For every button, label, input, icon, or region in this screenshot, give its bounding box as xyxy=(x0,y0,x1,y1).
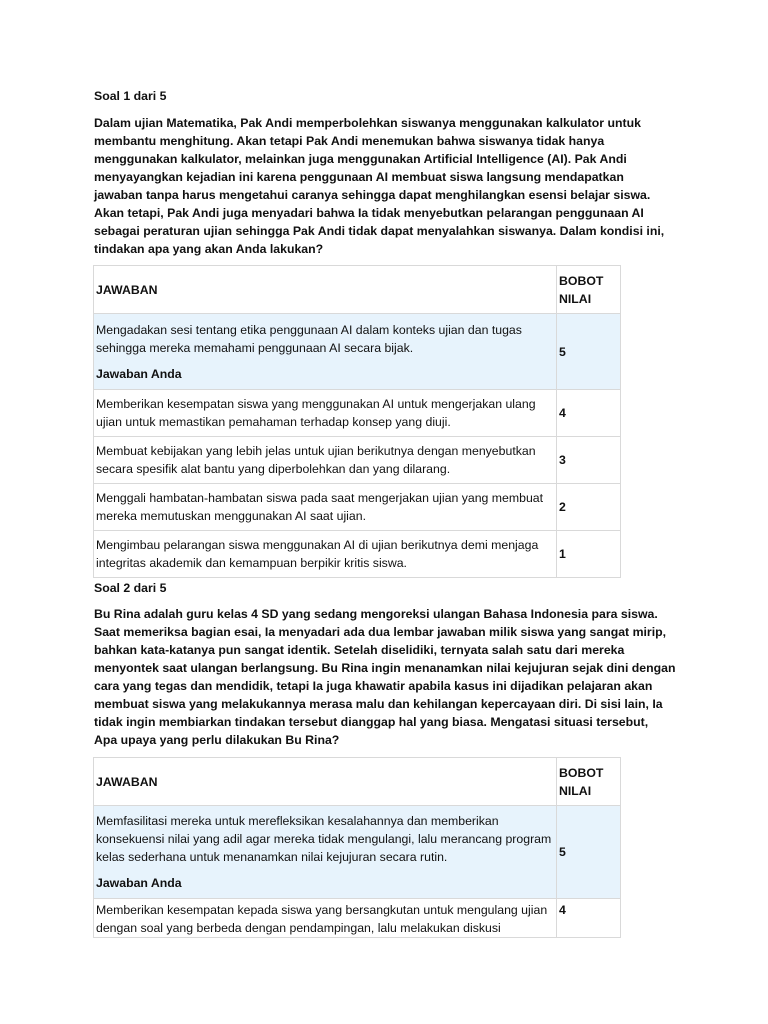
answer-row[interactable] xyxy=(94,390,621,437)
answer-row[interactable] xyxy=(94,437,621,484)
answer-row-selected[interactable] xyxy=(94,314,621,390)
answer-row[interactable] xyxy=(94,484,621,531)
answer-table-2 xyxy=(93,757,621,938)
col-header-weight: BOBOT NILAI xyxy=(557,758,621,806)
answer-table-1 xyxy=(93,265,621,578)
answer-score: 5 xyxy=(557,314,621,390)
answer-score: 1 xyxy=(557,531,621,578)
question-1-text: Dalam ujian Matematika, Pak Andi memperbolehkan siswanya menggunakan kalkulator untuk membantu menghitung. Akan tetapi Pak Andi menemukan bahwa siswanya tidak hanya menggunakan kalkulator, melainkan juga menggunakan Artificial Intelligence (AI). Pak Andi menyayangkan kejadian ini karena penggunaan AI membuat siswa langsung mendapatkan jawaban tanpa harus mengetahui caranya sehingga dapat menghilangkan esensi belajar siswa. Akan tetapi, Pak Andi juga menyadari bahwa Ia tidak menyebutkan pelarangan penggunaan AI sebagai peraturan ujian sehingga Pak Andi tidak dapat menyalahkan siswanya. Dalam kondisi ini, tindakan apa yang akan Anda lakukan? xyxy=(94,116,665,256)
answer-score: 2 xyxy=(557,484,621,531)
answer-cell[interactable] xyxy=(94,390,557,437)
answer-cell[interactable] xyxy=(94,531,557,578)
answer-text: Menggali hambatan-hambatan siswa pada saat mengerjakan ujian yang membuat mereka memutuskan menggunakan AI saat ujian. xyxy=(96,491,544,523)
answer-score: 5 xyxy=(557,806,621,899)
your-answer-label: Jawaban Anda xyxy=(96,366,182,381)
answer-text: Memberikan kesempatan siswa yang menggunakan AI untuk mengerjakan ulang ujian untuk memastikan pemahaman terhadap konsep yang diuji. xyxy=(96,397,536,429)
your-answer-label: Jawaban Anda xyxy=(96,876,182,890)
answer-cell[interactable] xyxy=(94,314,557,390)
answer-score: 3 xyxy=(557,437,621,484)
answer-text: Mengadakan sesi tentang etika penggunaan AI dalam konteks ujian dan tugas sehingga mereka memahami penggunaan AI secara bijak. xyxy=(96,322,522,355)
answer-score: 4 xyxy=(557,899,621,938)
answer-text: Memfasilitasi mereka untuk merefleksikan kesalahannya dan memberikan konsekuensi nilai yang adil agar mereka tidak mengulangi, lalu merancang program kelas sederhana untuk menanamkan nilai kejujuran secara rutin. xyxy=(96,814,552,864)
answer-row[interactable] xyxy=(94,899,621,938)
answer-cell[interactable] xyxy=(94,484,557,531)
col-header-weight: BOBOT NILAI xyxy=(557,266,621,314)
col-header-answer: JAWABAN xyxy=(94,758,557,806)
answer-text: Mengimbau pelarangan siswa menggunakan AI di ujian berikutnya demi menjaga integritas akademik dan kemampuan berpikir kritis siswa. xyxy=(96,538,539,570)
answer-cell[interactable] xyxy=(94,899,557,938)
answer-cell[interactable] xyxy=(94,437,557,484)
answer-score: 4 xyxy=(557,390,621,437)
question-2-heading: Soal 2 dari 5 xyxy=(94,581,167,595)
answer-row[interactable] xyxy=(94,531,621,578)
question-2-text: Bu Rina adalah guru kelas 4 SD yang sedang mengoreksi ulangan Bahasa Indonesia para siswa. Saat memeriksa bagian esai, Ia menyadari ada dua lembar jawaban milik siswa yang sangat mirip, bahkan kata-katanya pun sangat identik. Setelah diselidiki, ternyata salah satu dari mereka menyontek saat ulangan berlangsung. Bu Rina ingin menanamkan nilai kejujuran sejak dini dengan cara yang tegas dan mendidik, tetapi Ia juga khawatir apabila kasus ini dijadikan pelajaran akan membuat siswa yang melakukannya merasa malu dan kehilangan kepercayaan diri. Di sisi lain, Ia tidak ingin membiarkan tindakan tersebut dianggap hal yang biasa. Mengatasi situasi tersebut, Apa upaya yang perlu dilakukan Bu Rina? xyxy=(94,607,676,747)
answer-text: Memberikan kesempatan kepada siswa yang bersangkutan untuk mengulang ujian dengan soal yang berbeda dengan pendampingan, lalu melakukan diskusi xyxy=(96,903,548,935)
question-1-heading: Soal 1 dari 5 xyxy=(94,89,167,103)
answer-text: Membuat kebijakan yang lebih jelas untuk ujian berikutnya dengan menyebutkan secara spesifik alat bantu yang diperbolehkan dan yang dilarang. xyxy=(96,444,536,476)
col-header-answer: JAWABAN xyxy=(94,266,557,314)
answer-cell[interactable] xyxy=(94,806,557,899)
answer-row-selected[interactable] xyxy=(94,806,621,899)
